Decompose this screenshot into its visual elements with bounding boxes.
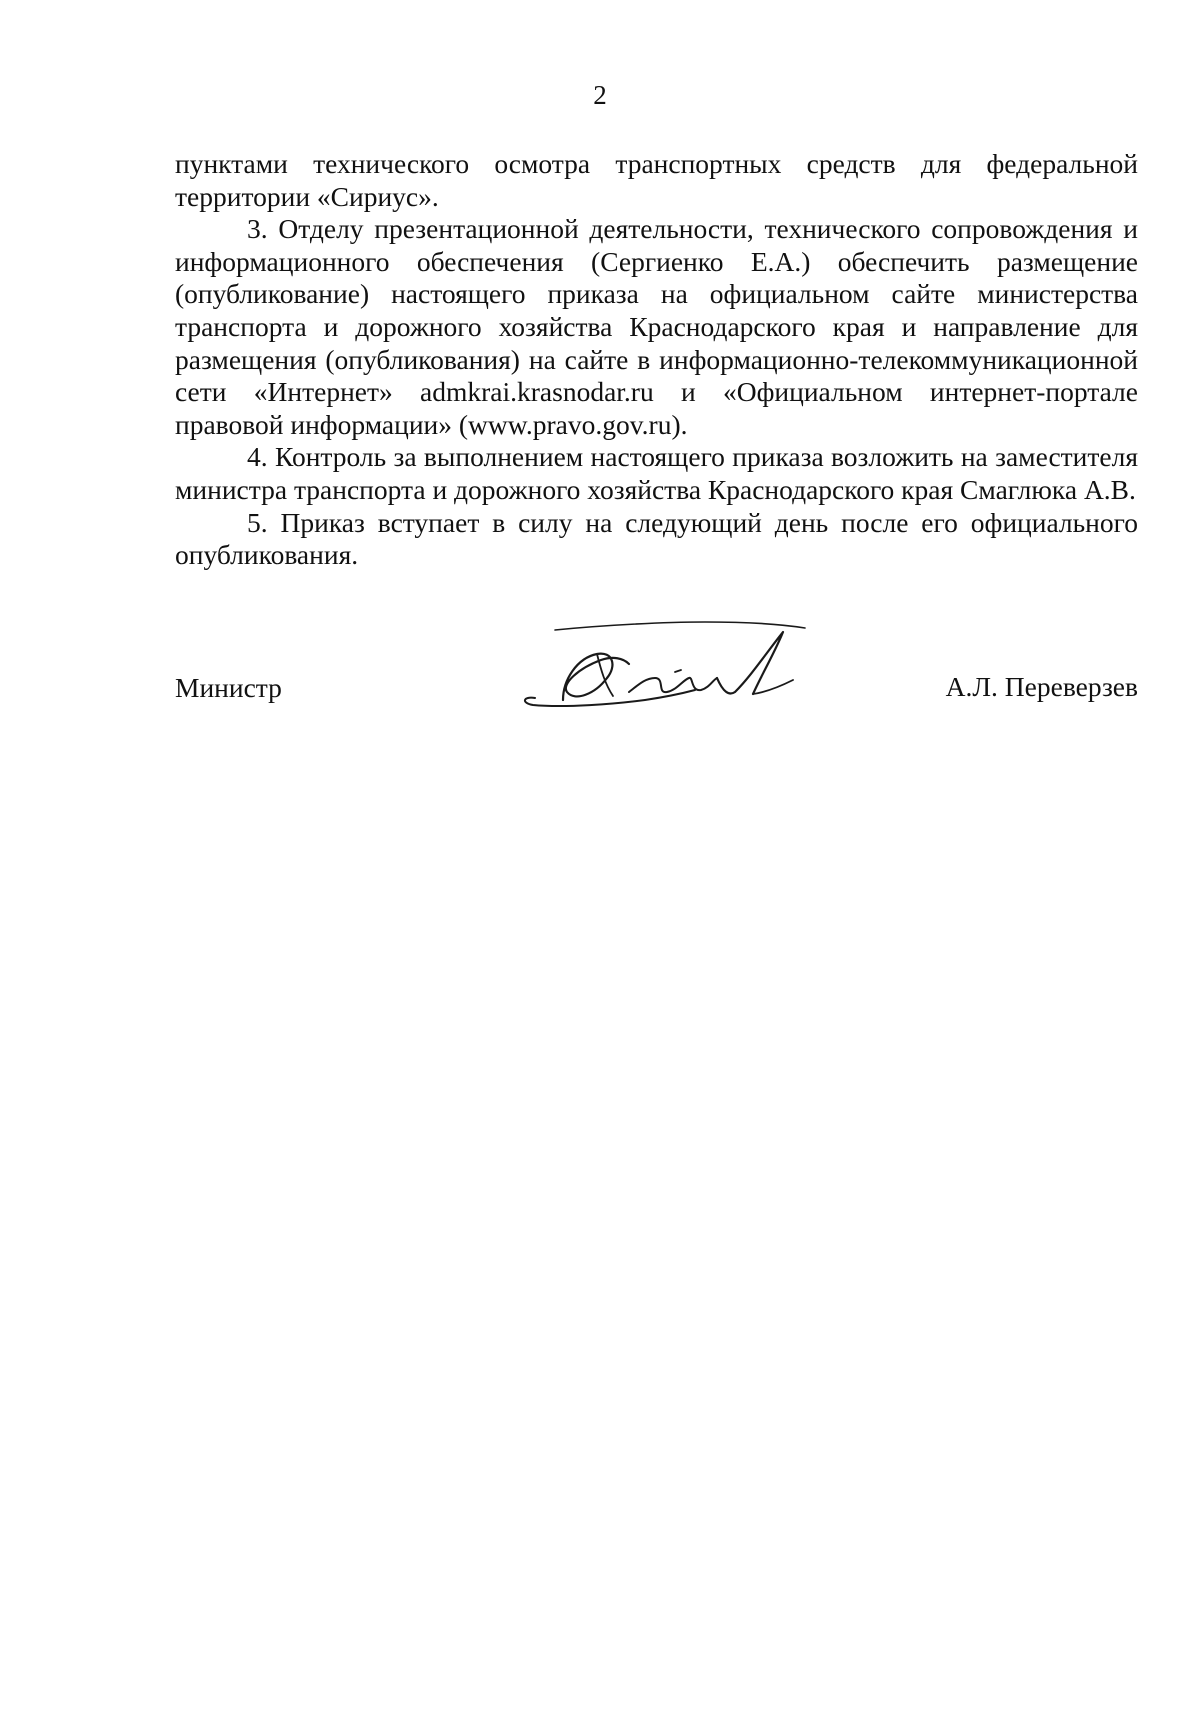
signer-name: А.Л. Переверзев [945,671,1138,702]
signer-title: Министр [175,672,282,703]
paragraph-item-5: 5. Приказ вступает в силу на следующий день после его официального опубликования. [175,506,1138,571]
signature-block [175,600,1138,720]
page-number: 2 [593,80,607,110]
paragraph-continuation: пунктами технического осмотра транспортных средств для федеральной территории «Сириус». [175,148,1138,212]
paragraph-item-3: 3. Отделу презентационной деятельности, технического сопровождения и информационного обеспечения (Сергиенко Е.А.) обеспечить размещение (опубликование) настоящего приказа на официальном сайте министерства транспорта и дорожного хозяйства Краснодарского края и направление для размещения (опубликования) на сайте в информационно-телекоммуникационной сети «Интернет» admkrai.krasnodar.ru и «Официальном интернет-портале правовой информации» (www.pravo.gov.ru). [175,213,1138,440]
signature-icon [505,600,865,720]
paragraph-item-4: 4. Контроль за выполнением настоящего приказа возложить на заместителя министра транспорта и дорожного хозяйства Краснодарского края Смаглюка А.В. [175,441,1138,505]
document-body [175,148,1138,572]
